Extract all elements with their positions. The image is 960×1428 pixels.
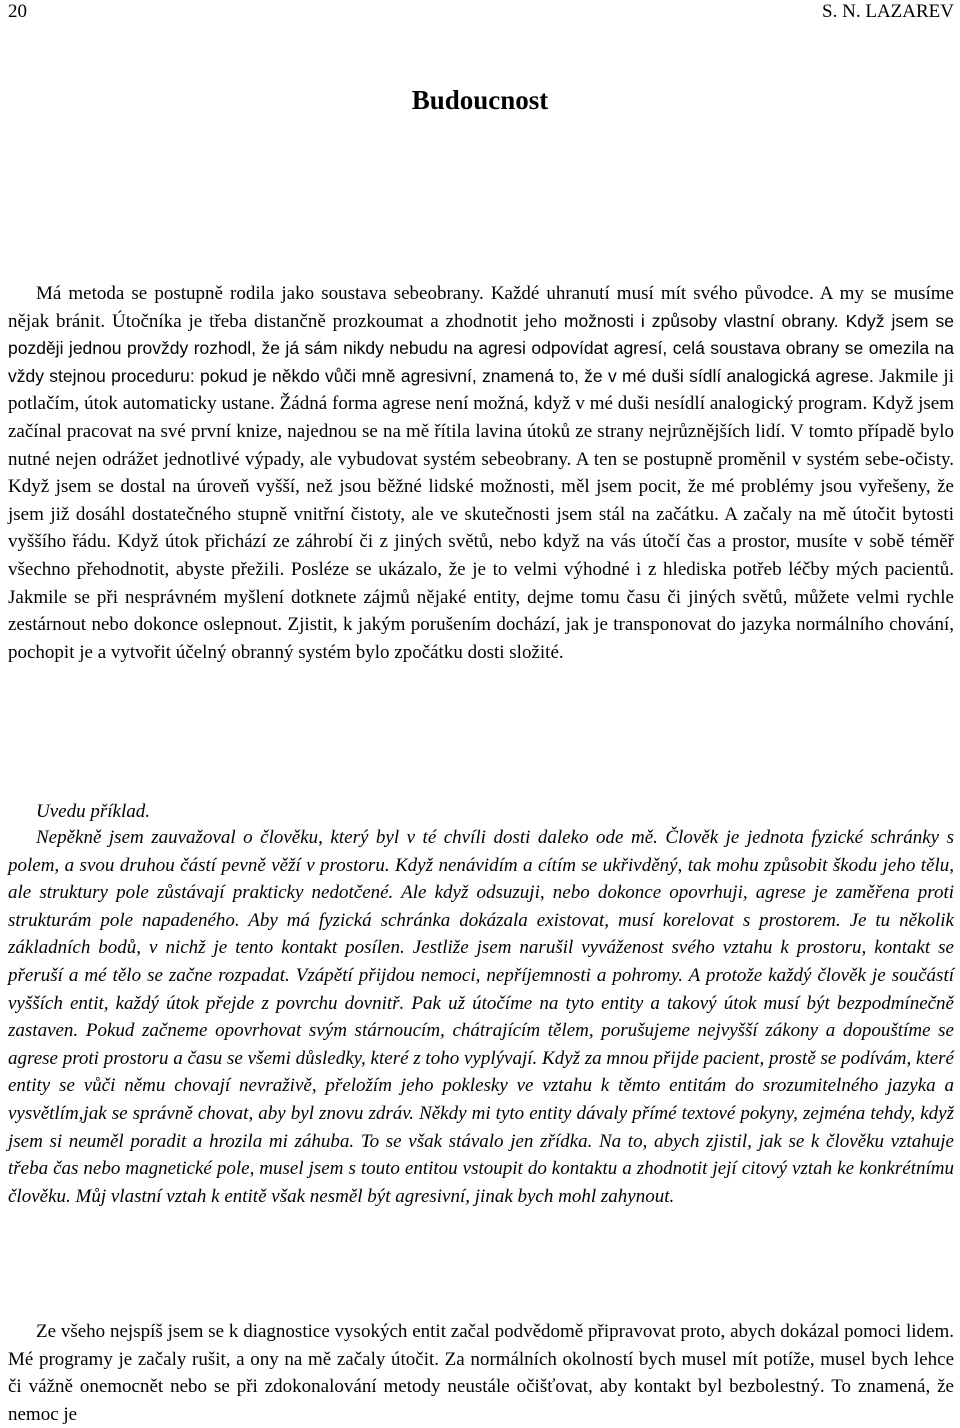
paragraph-1-text-start: Má metoda se postupně rodila jako soustava sebeobrany. Každé uhranutí musí mít svého původce. A my se musíme nějak bránit. Útočníka je třeba distančně prozkoumat a zhodnotit jeho: [8, 283, 954, 332]
chapter-title: Budoucnost: [411, 85, 549, 115]
paragraph-1-sans-segment: možnosti i způsoby vlastní obrany. Když jsem se později jednou provždy rozhodl, že já sám nikdy nebudu na agresi odpovídat agresí, celá soustava obrany se omezila na vždy stejnou proceduru: pokud je někdo vůči mně agresivní, znamená to, že v mé duši sídlí analogická agrese.: [8, 310, 954, 386]
paragraph-2-italic-example: Nepěkně jsem zauvažoval o člověku, který byl v té chvíli dosti daleko ode mě. Člověk je jednota fyzické schránky s polem, a svou druhou částí pevně věží v prostoru. Když nenávidím a cítím se ukřivděný, tak mohu způsobit škodu jeho tělu, ale struktury pole zůstávají prakticky nedotčené. Ale když odsuzuji, nebo dokonce opovrhuji, agrese je zaměřena proti strukturám pole napadeného. Aby má fyzická schránka dokázala existovat, musí korelovat s prostorem. Je tu několik základních bodů, v nichž je tento kontakt posílen. Jestliže jsem narušil vyváženost svého vztahu k prostoru, kontakt se přeruší a mé tělo se začne rozpadat. Vzápětí přijdou nemoci, nepříjemnosti a pohromy. A protože každý člověk je součástí vyšších entit, každý útok přejde z povrchu dovnitř. Pak už útočíme na tyto entity a takový útok musí být bezpodmínečně zastaven. Pokud začneme opovrhovat svým stárnoucím, chátrajícím tělem, porušujeme nejvyšší zákony a dopouštíme se agrese proti prostoru a času se všemi důsledky, které z toho vyplývají. Když za mnou přijde pacient, prostě se podívám, které entity se vůči němu chovají nevraživě, přeložím jeho poklesky ve vztahu k těmto entitám do srozumitelného jazyka a vysvětlím,jak se správně chovat, aby byl znovu zdráv. Někdy mi tyto entity dávaly přímé textové pokyny, zejména tehdy, když jsem si neuměl poradit a hrozila mi záhuba. To se však stávalo jen zřídka. Na to, abych zjistil, jak se k člověku vztahuje třeba čas nebo magnetické pole, musel jsem s touto entitou vstoupit do kontaktu a zhodnotit její citový vztah ke konkrétnímu člověku. Můj vlastní vztah k entitě však nesměl být agresivní, jinak bych mohl zahynout.: [8, 827, 954, 1207]
page-number: 20: [8, 1, 27, 22]
example-heading: Uvedu příklad.: [36, 801, 150, 822]
running-header-author: S. N. LAZAREV: [822, 1, 954, 22]
paragraph-3: Ze všeho nejspíš jsem se k diagnostice vysokých entit začal podvědomě připravovat proto, abych dokázal pomoci lidem. Mé programy je začaly rušit, a ony na mě začaly útočit. Za normálních okolností bych musel mít potíže, musel bych lehce či vážně onemocnět nebo se při zdokonalování metody neustále očišťovat, aby kontakt byl bezbolestný. To znamená, že nemoc je: [8, 1321, 954, 1425]
paragraph-1-text-end: Jakmile ji potlačím, útok automaticky ustane. Žádná forma agrese není možná, když v mé duši nesídlí analogický program. Když jsem začínal pracovat na své první knize, najednou se na mě řítila lavina útoků ze strany nejrůznějších lidí. V tomto případě bylo nutné nejen odrážet jednotlivé výpady, ale vybudovat systém sebeobrany. A ten se postupně proměnil v systém sebe-očisty. Když jsem se dostal na úroveň vyšší, než jsou běžné lidské možnosti, měl jsem pocit, že mé problémy jsou vyřešeny, že jsem již dosáhl dostatečného stupně vnitřní čistoty, ale ve skutečnosti jsem stál na začátku. A začaly na mě útočit bytosti vyššího řádu. Když útok přichází ze záhrobí či z jiných světů, nebo když na vás útočí čas a prostor, musíte v sobě téměř všechno přehodnotit, abyste přežili. Posléze se ukázalo, že je to velmi výhodné i z hlediska potřeb léčby mých pacientů. Jakmile se při nesprávném myšlení dotknete zájmů nějaké entity, dejme tomu času či jiných světů, můžete velmi rychle zestárnout nebo dokonce oslepnout. Zjistit, k jakým porušením dochází, jak je transponovat do jazyka normálního chování, pochopit je a vytvořit účelný obranný systém bylo zpočátku dosti složité.: [8, 365, 954, 663]
paragraph-1: [8, 280, 954, 666]
running-header: [8, 0, 954, 24]
